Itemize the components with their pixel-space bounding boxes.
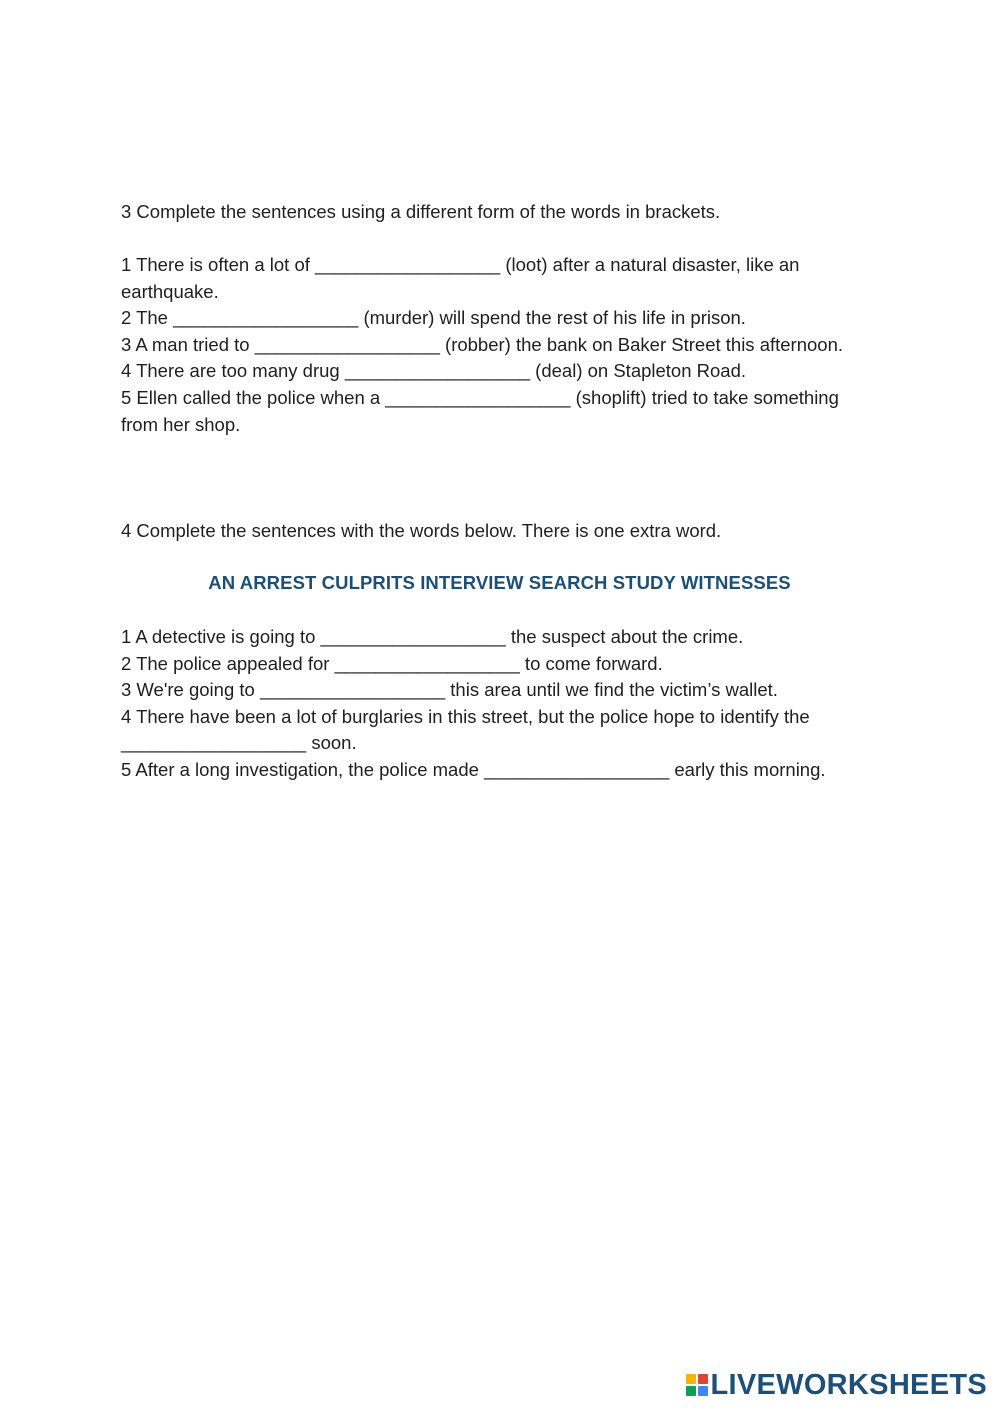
exercise-item-3: 3 We're going to __________________ this area until we find the victim’s wallet. [121,679,778,701]
exercise-item-3: 3 A man tried to __________________ (robber) the bank on Baker Street this afternoon. [121,333,844,355]
logo-square [698,1374,708,1384]
exercise-item-4: 4 There have been a lot of burglaries in this street, but the police hope to identify the __________________ soon. [121,705,810,754]
liveworksheets-logo [686,1369,988,1401]
exercise-item-4: 4 There are too many drug __________________ (deal) on Stapleton Road. [121,360,747,382]
exercise-item-5: 5 After a long investigation, the police made __________________ early this morning. [121,758,826,780]
exercise-item-5: 5 Ellen called the police when a __________________ (shoplift) tried to take something from her shop. [121,386,839,435]
logo-square [686,1374,696,1384]
section-4-instruction [121,518,881,545]
section-3-exercise-list [121,252,881,438]
logo-squares-icon [686,1374,708,1396]
instruction-text: 4 Complete the sentences with the words below. There is one extra word. [121,520,722,541]
section-4-exercise-list [121,624,881,784]
exercise-item-1: 1 A detective is going to __________________ the suspect about the crime. [121,626,744,647]
section-3-instruction [121,199,881,226]
word-bank: AN ARREST CULPRITS INTERVIEW SEARCH STUDY WITNESSES [208,572,791,593]
exercise-item-2: 2 The __________________ (murder) will spend the rest of his life in prison. [121,307,746,329]
logo-square [686,1386,696,1396]
logo-square [698,1386,708,1396]
logo-text: LIVEWORKSHEETS [710,1368,987,1401]
exercise-item-2: 2 The police appealed for __________________ to come forward. [121,652,663,674]
instruction-text: 3 Complete the sentences using a different form of the words in brackets. [121,201,721,222]
exercise-item-1: 1 There is often a lot of __________________ (loot) after a natural disaster, like an earthquake. [121,254,800,302]
